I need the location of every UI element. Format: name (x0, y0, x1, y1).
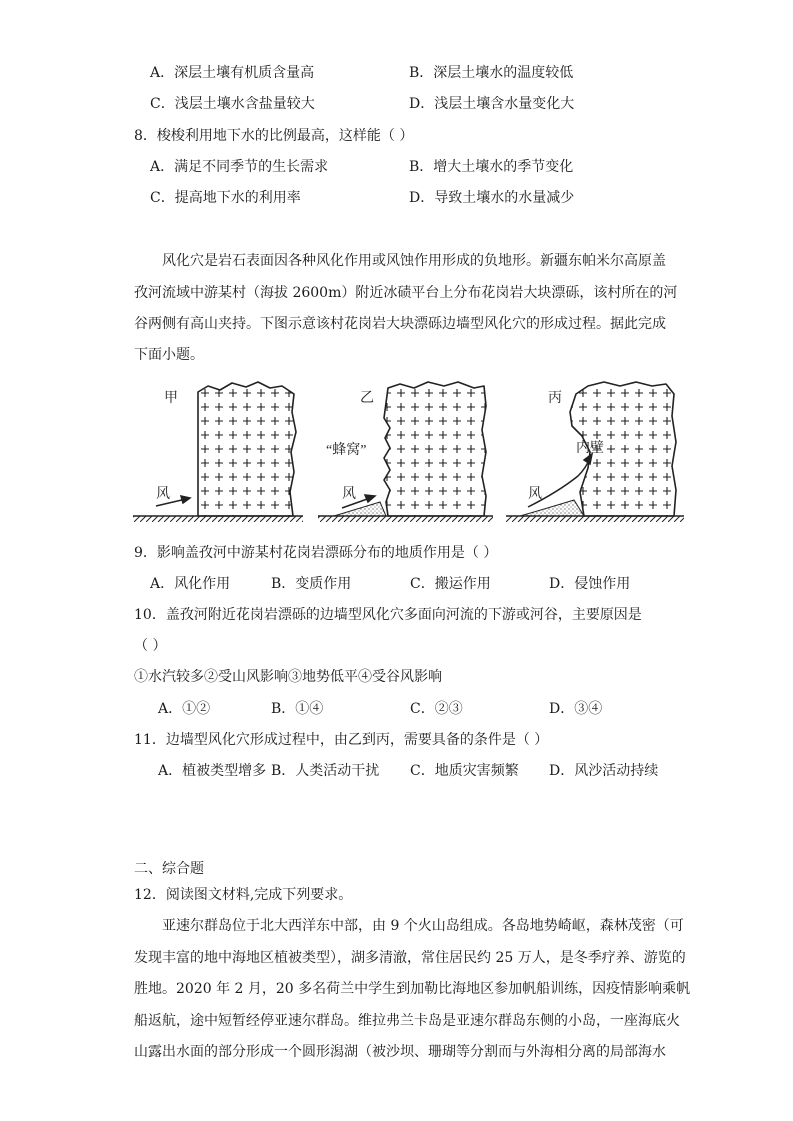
q9-option-b: B．变质作用 (271, 576, 352, 592)
label-jia: 甲 (164, 391, 178, 406)
q8-option-a: A．满足不同季节的生长需求 (150, 159, 329, 175)
boulder-jia (198, 382, 296, 516)
q12-stem: 12．阅读图文材料,完成下列要求。 (134, 887, 353, 903)
q10-option-c: C．②③ (410, 701, 463, 717)
label-wind-yi: 风 (342, 487, 356, 502)
sand-yi (334, 502, 386, 516)
label-neibi: 内壁 (576, 441, 604, 456)
q7-option-c: C．浅层土壤水含盐量较大 (150, 96, 315, 112)
q10-stem-paren: （ ） (134, 638, 167, 654)
q12-passage-line-1: 亚速尔群岛位于北大西洋东中部，由 9 个火山岛组成。各岛地势崎岖，森林茂密（可 (162, 918, 684, 934)
q8-option-b: B．增大土壤水的季节变化 (409, 159, 574, 175)
q10-items: ①水汽较多②受山风影响③地势低平④受谷风影响 (134, 669, 442, 685)
ground-line-bing (506, 516, 684, 522)
sand-bing (520, 500, 584, 516)
q12-passage-line-5: 山露出水面的部分形成一个圆形潟湖（被沙坝、珊瑚等分割而与外海相分离的局部海水 (134, 1044, 666, 1060)
q11-option-a: A．植被类型增多 (158, 763, 267, 779)
label-bing: 丙 (548, 391, 562, 406)
q8-stem: 8．梭梭利用地下水的比例最高，这样能（ ） (134, 128, 414, 144)
q11-option-d: D．风沙活动持续 (549, 763, 659, 779)
passage-line-3: 谷两侧有高山夹持。下图示意该村花岗岩大块漂砾边墙型风化穴的形成过程。据此完成 (134, 316, 666, 332)
passage-line-1: 风化穴是岩石表面因各种风化作用或风蚀作用形成的负地形。新疆东帕米尔高原盖 (162, 253, 666, 269)
q8-option-c: C．提高地下水的利用率 (150, 190, 301, 206)
q10-stem: 10．盖孜河附近花岗岩漂砾的边墙型风化穴多面向河流的下游或河谷，主要原因是 (134, 607, 642, 623)
q7-option-d: D．浅层土壤含水量变化大 (409, 96, 575, 112)
q9-option-a: A．风化作用 (150, 576, 231, 592)
q9-option-c: C．搬运作用 (410, 576, 491, 592)
q11-option-c: C．地质灾害频繁 (410, 763, 519, 779)
passage-line-2: 孜河流域中游某村（海拔 2600m）附近冰碛平台上分布花岗岩大块漂砾，该村所在的河 (134, 285, 678, 301)
q9-option-d: D．侵蚀作用 (549, 576, 631, 592)
q10-option-d: D．③④ (549, 701, 603, 717)
weathering-pit-figure (128, 372, 688, 532)
q7-option-a: A．深层土壤有机质含量高 (150, 65, 315, 81)
q7-option-b: B．深层土壤水的温度较低 (409, 65, 574, 81)
passage-line-4: 下面小题。 (134, 347, 204, 363)
q11-option-b: B．人类活动干扰 (271, 763, 380, 779)
q12-passage-line-4: 船返航，途中短暂经停亚速尔群岛。维拉弗兰卡岛是亚速尔群岛东侧的小岛，一座海底火 (134, 1013, 680, 1029)
q9-stem: 9．影响盖孜河中游某村花岗岩漂砾分布的地质作用是（ ） (134, 545, 498, 561)
ground-line-yi (318, 516, 493, 522)
section-title: 二、综合题 (134, 861, 204, 877)
q10-option-a: A．①② (158, 701, 211, 717)
boulder-yi (384, 382, 486, 516)
q8-option-d: D．导致土壤水的水量减少 (409, 190, 575, 206)
q12-passage-line-2: 发现丰富的地中海地区植被类型），湖多清澈，常住居民约 25 万人，是冬季疗养、游览的 (134, 950, 686, 966)
ground-line-jia (133, 516, 303, 522)
q12-passage-line-3: 胜地。2020 年 2 月，20 多名荷兰中学生到加勒比海地区参加帆船训练，因疫情影响乘帆 (134, 981, 691, 997)
q10-option-b: B．①④ (271, 701, 324, 717)
label-wind-jia: 风 (156, 487, 170, 502)
label-fengwo: “蜂窝” (326, 443, 367, 458)
q11-stem: 11．边墙型风化穴形成过程中，由乙到丙，需要具备的条件是（ ） (134, 732, 549, 748)
label-wind-bing: 风 (528, 487, 542, 502)
label-yi: 乙 (360, 391, 374, 406)
